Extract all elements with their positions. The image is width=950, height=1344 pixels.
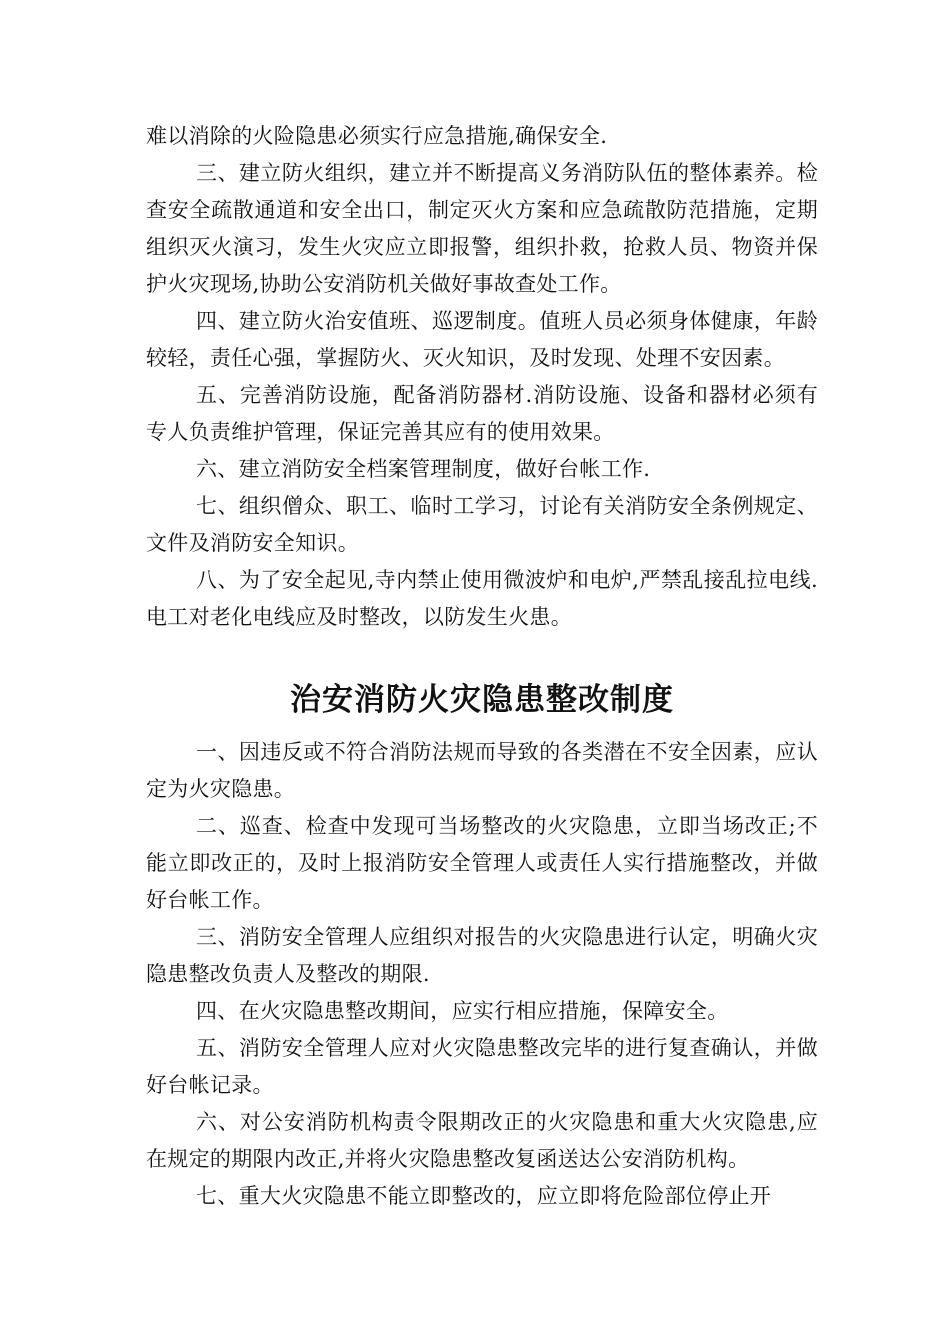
paragraph: 二、巡查、检查中发现可当场整改的火灾隐患，立即当场改正;不能立即改正的，及时上报消防安全管理人或责任人实行措施整改，并做好台帐工作。 bbox=[146, 814, 818, 912]
paragraph: 四、建立防火治安值班、巡逻制度。值班人员必须身体健康，年龄较轻，责任心强，掌握防火、灭火知识，及时发现、处理不安因素。 bbox=[146, 309, 818, 370]
paragraph: 三、消防安全管理人应组织对报告的火灾隐患进行认定，明确火灾隐患整改负责人及整改的期限. bbox=[146, 925, 818, 986]
paragraph: 六、建立消防安全档案管理制度，做好台帐工作. bbox=[196, 457, 651, 481]
paragraph: 五、消防安全管理人应对火灾隐患整改完毕的进行复查确认，并做好台帐记录。 bbox=[146, 1036, 818, 1097]
paragraph: 难以消除的火险隐患必须实行应急措施,确保安全. bbox=[146, 124, 608, 148]
paragraph: 六、对公安消防机构责令限期改正的火灾隐患和重大火灾隐患,应在规定的期限内改正,并将火灾隐患整改复函送达公安消防机构。 bbox=[146, 1110, 818, 1171]
paragraph: 三、建立防火组织，建立并不断提高义务消防队伍的整体素养。检查安全疏散通道和安全出口，制定灭火方案和应急疏散防范措施，定期组织灭火演习，发生火灾应立即报警，组织扑救，抢救人员、物资并保护火灾现场,协助公安消防机关做好事故查处工作。 bbox=[146, 161, 818, 296]
paragraph: 七、组织僧众、职工、临时工学习，讨论有关消防安全条例规定、文件及消防安全知识。 bbox=[146, 494, 818, 555]
paragraph: 七、重大火灾隐患不能立即整改的，应立即将危险部位停止开 bbox=[196, 1184, 772, 1208]
paragraph: 八、为了安全起见,寺内禁止使用微波炉和电炉,严禁乱接乱拉电线.电工对老化电线应及时整改，以防发生火患。 bbox=[146, 568, 818, 629]
bottom-section bbox=[146, 734, 818, 1215]
paragraph: 四、在火灾隐患整改期间，应实行相应措施，保障安全。 bbox=[196, 999, 729, 1023]
paragraph: 五、完善消防设施，配备消防器材.消防设施、设备和器材必须有专人负责维护管理，保证完善其应有的使用效果。 bbox=[146, 383, 818, 444]
top-section bbox=[146, 118, 818, 636]
paragraph: 一、因违反或不符合消防法规而导致的各类潜在不安全因素，应认定为火灾隐患。 bbox=[146, 740, 818, 801]
section-title: 治安消防火灾隐患整改制度 bbox=[290, 682, 674, 718]
